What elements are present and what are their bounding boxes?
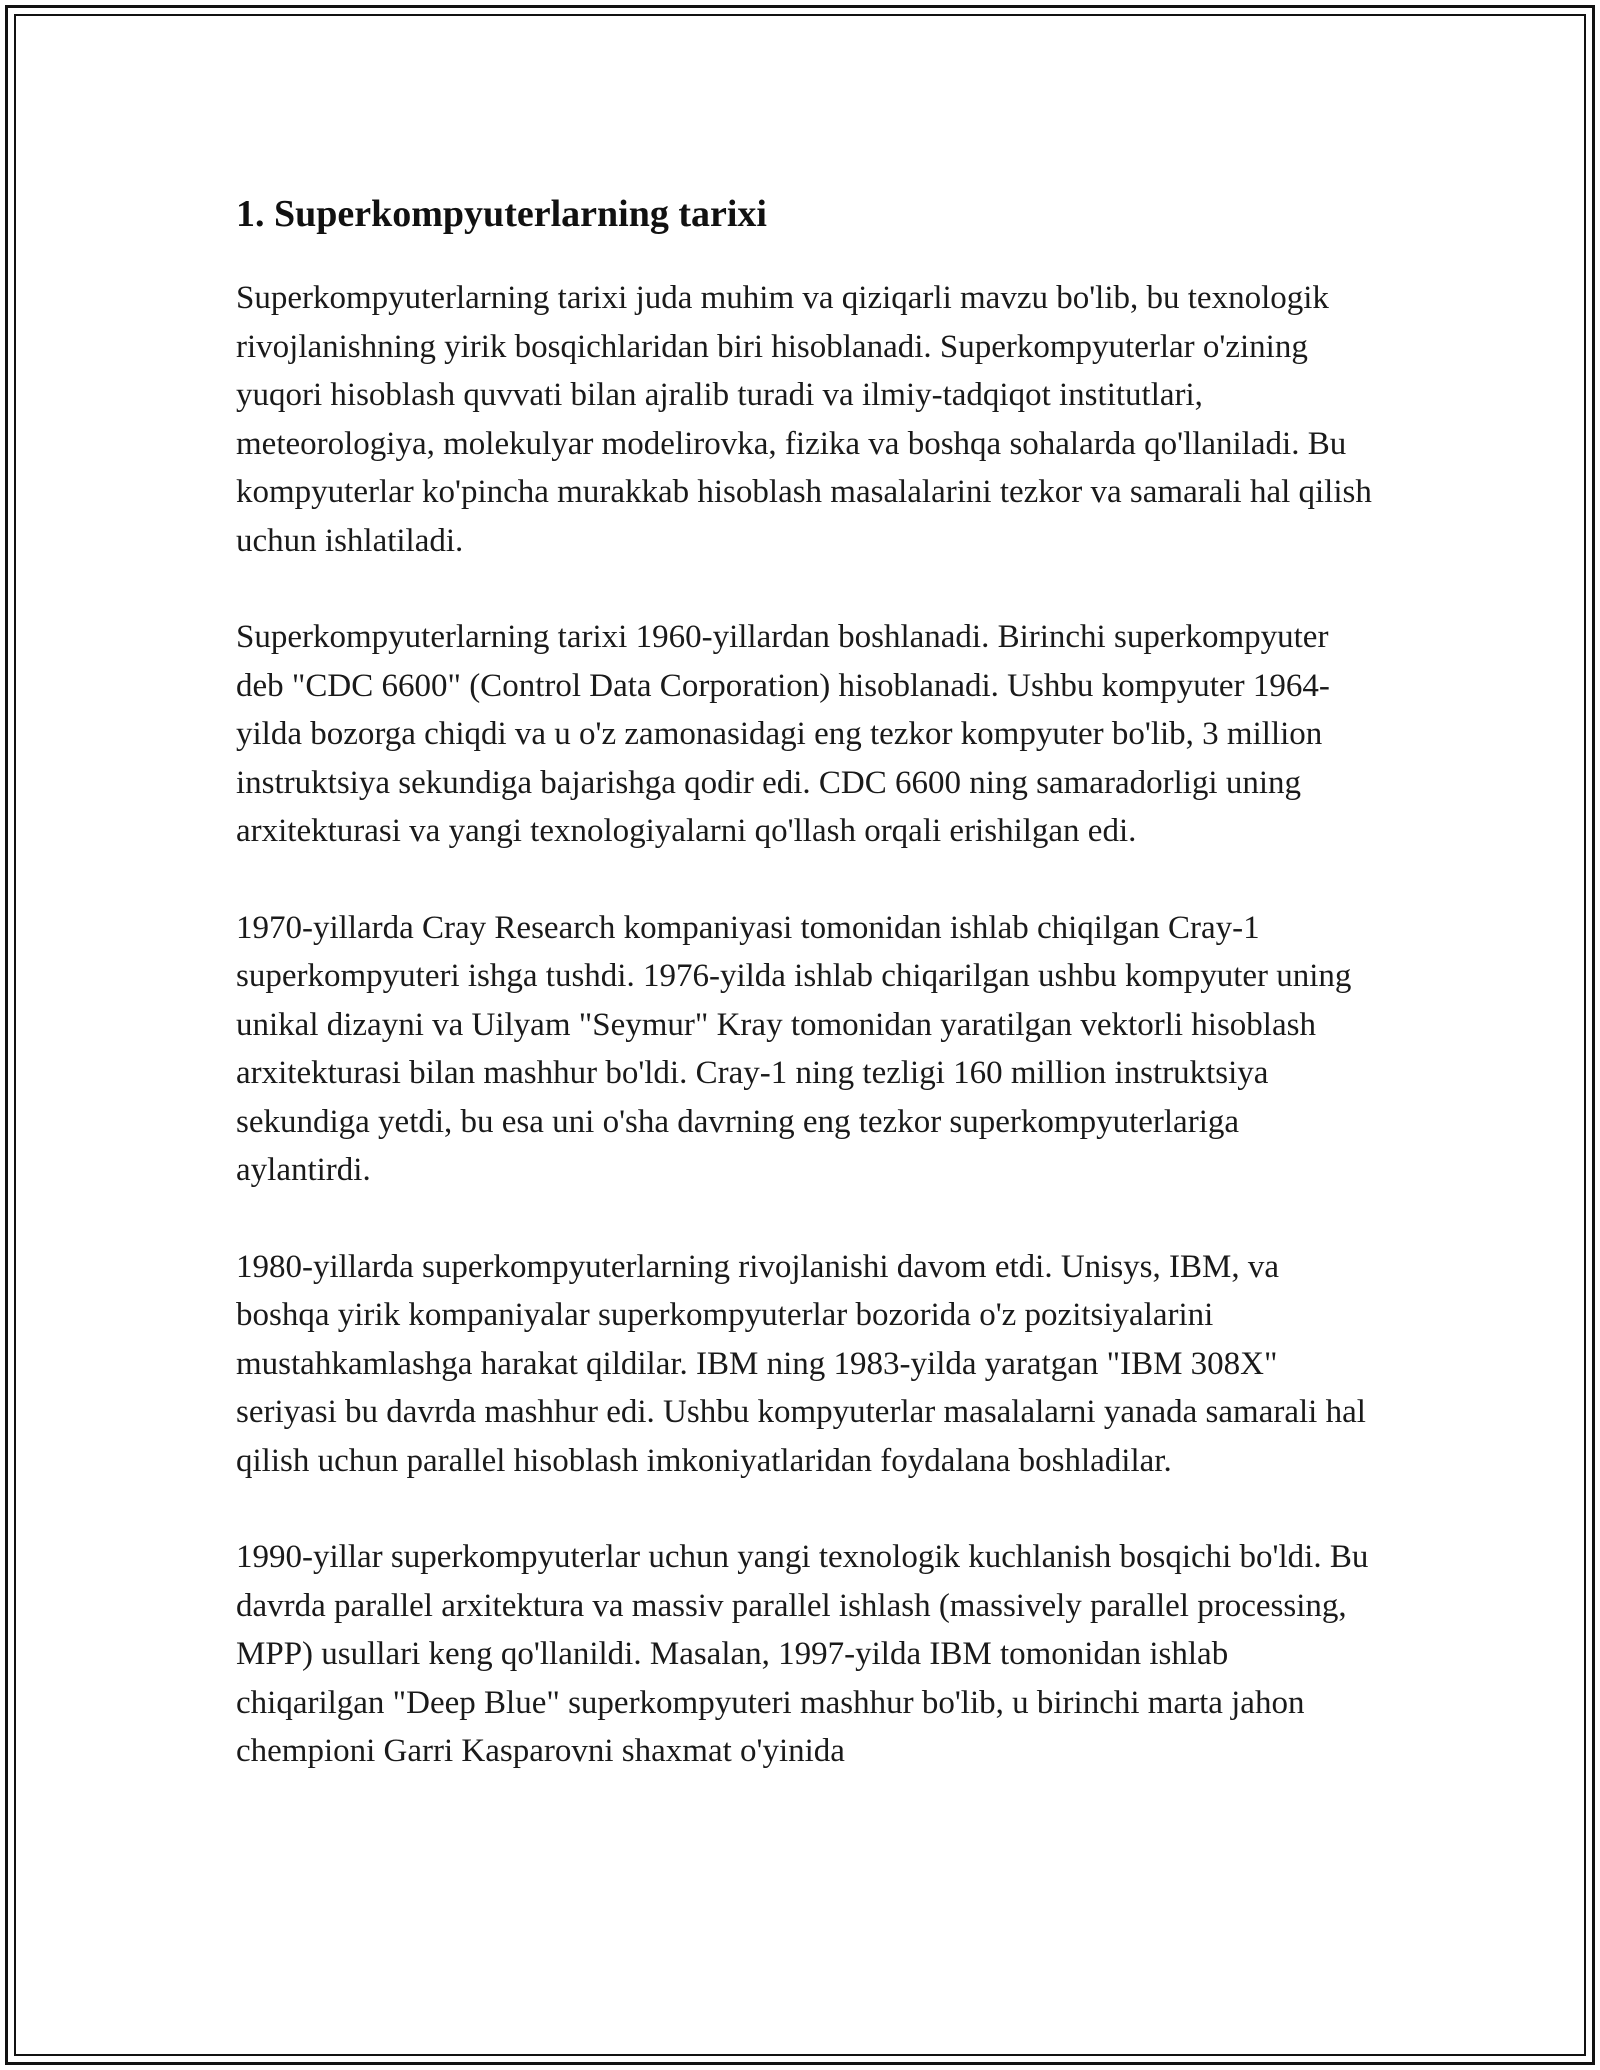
section-title: 1. Superkompyuterlarning tarixi <box>236 193 767 235</box>
document-body <box>236 186 1376 1824</box>
paragraph-1980s: 1980-yillarda superkompyuterlarning rivojlanishi davom etdi. Unisys, IBM, va boshqa yirik kompaniyalar superkompyuterlar bozorida o'z pozitsiyalarini mustahkamlashga harakat qildilar. IBM ning 1983-yilda yaratgan "IBM 308X" seriyasi bu davrda mashhur edi. Ushbu kompyuterlar masalalarni yanada samarali hal qilish uchun parallel hisoblash imkoniyatlaridan foydalana boshladilar. <box>236 1248 1366 1479</box>
paragraph-intro: Superkompyuterlarning tarixi juda muhim va qiziqarli mavzu bo'lib, bu texnologik rivojlanishning yirik bosqichlaridan biri hisoblanadi. Superkompyuterlar o'zining yuqori hisoblash quvvati bilan ajralib turadi va ilmiy-tadqiqot institutlari, meteorologiya, molekulyar modelirovka, fizika va boshqa sohalarda qo'llaniladi. Bu kompyuterlar ko'pincha murakkab hisoblash masalalarini tezkor va samarali hal qilish uchun ishlatiladi. <box>236 280 1372 559</box>
paragraph-1990s: 1990-yillar superkompyuterlar uchun yangi texnologik kuchlanish bosqichi bo'ldi. Bu davrda parallel arxitektura va massiv parallel ishlash (massively parallel processing, MPP) usullari keng qo'llanildi. Masalan, 1997-yilda IBM tomonidan ishlab chiqarilgan "Deep Blue" superkompyuteri mashhur bo'lib, u birinchi marta jahon chempioni Garri Kasparovni shaxmat o'yinida <box>236 1539 1369 1769</box>
paragraph-1960s: Superkompyuterlarning tarixi 1960-yillardan boshlanadi. Birinchi superkompyuter deb "CDC 6600" (Control Data Corporation) hisoblanadi. Ushbu kompyuter 1964-yilda bozorga chiqdi va u o'z zamonasidagi eng tezkor kompyuter bo'lib, 3 million instruktsiya sekundiga bajarishga qodir edi. CDC 6600 ning samaradorligi uning arxitekturasi va yangi texnologiyalarni qo'llash orqali erishilgan edi. <box>236 619 1330 849</box>
paragraph-1970s: 1970-yillarda Cray Research kompaniyasi tomonidan ishlab chiqilgan Cray-1 superkompyuteri ishga tushdi. 1976-yilda ishlab chiqarilgan ushbu kompyuter uning unikal dizayni va Uilyam "Seymur" Kray tomonidan yaratilgan vektorli hisoblash arxitekturasi bilan mashhur bo'ldi. Cray-1 ning tezligi 160 million instruktsiya sekundiga yetdi, bu esa uni o'sha davrning eng tezkor superkompyuterlariga aylantirdi. <box>236 909 1352 1188</box>
